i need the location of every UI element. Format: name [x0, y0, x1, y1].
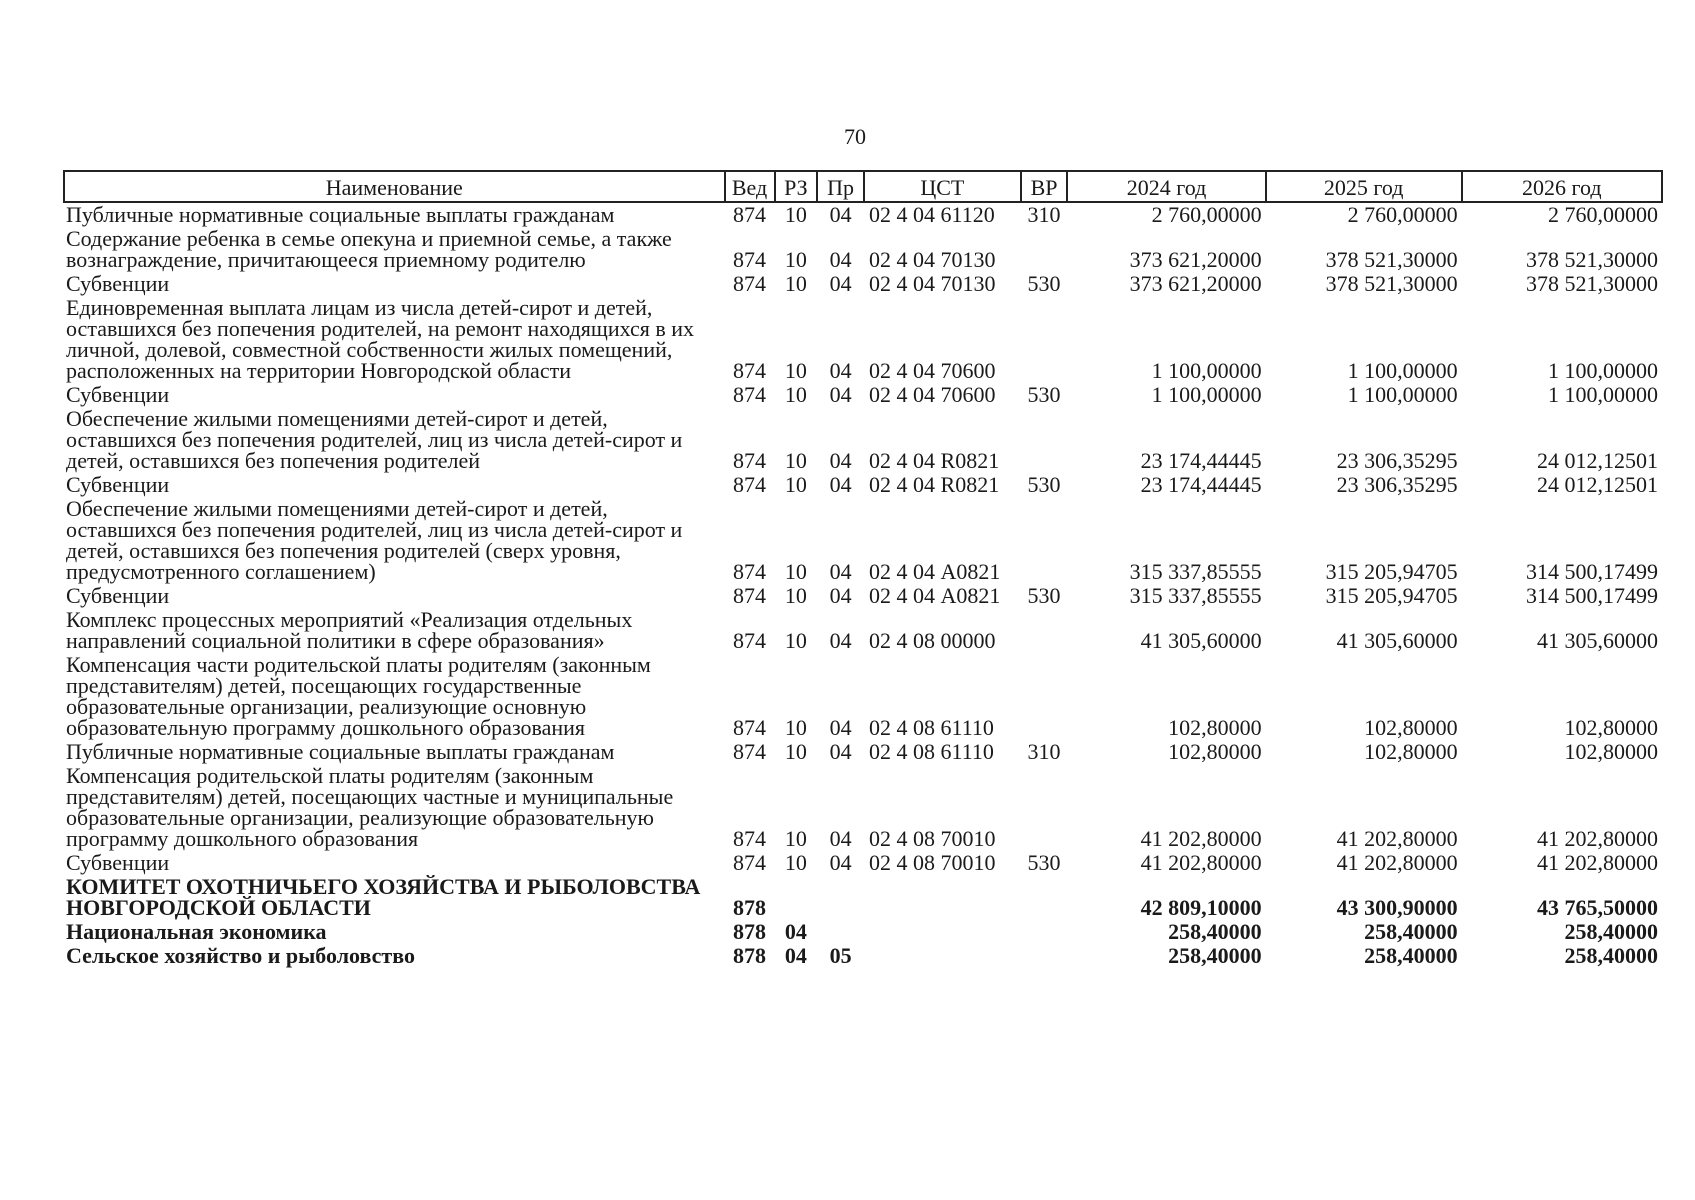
row-rz [775, 875, 818, 920]
row-vr: 530 [1027, 583, 1061, 608]
row-pr: 04 [829, 628, 852, 653]
budget-table [63, 170, 1663, 968]
row-name: Компенсация родительской платы родителям (законным представителям) детей, посещающих частные и муниципальные образовательные организации, реализующие образовательную программу дошкольного образования [66, 763, 674, 851]
row-rz: 10 [784, 559, 807, 584]
row-name: Обеспечение жилыми помещениями детей-сирот и детей, оставшихся без попечения родителей, лиц из числа детей-сирот и детей, оставшихся без попечения родителей (сверх уровня, предусмотренного соглашением) [66, 496, 683, 584]
row-vr: 310 [1027, 739, 1061, 764]
row-cst: 02 4 04 R0821 [869, 472, 1000, 497]
row-amount-2025: 378 521,30000 [1325, 271, 1458, 296]
row-amount-2024: 23 174,44445 [1140, 472, 1262, 497]
row-amount-2025: 41 305,60000 [1336, 628, 1458, 653]
row-amount-2026: 378 521,30000 [1526, 271, 1658, 296]
row-amount-2024: 41 305,60000 [1140, 628, 1262, 653]
table-row [64, 740, 1662, 764]
row-pr: 04 [829, 202, 852, 227]
table-row [64, 473, 1662, 497]
row-ved: 874 [733, 715, 767, 740]
row-pr: 04 [829, 247, 852, 272]
row-rz: 10 [784, 583, 807, 608]
column-header-2026: 2026 год [1462, 171, 1662, 202]
row-vr [1021, 764, 1068, 851]
row-rz: 10 [784, 628, 807, 653]
row-rz: 10 [784, 448, 807, 473]
row-cst: 02 4 04 61120 [869, 202, 995, 227]
row-amount-2026: 258,40000 [1564, 943, 1658, 968]
row-vr: 530 [1027, 850, 1061, 875]
column-header-vr: ВР [1021, 171, 1068, 202]
row-name: Субвенции [66, 583, 170, 608]
row-amount-2025: 1 100,00000 [1347, 358, 1458, 383]
row-ved: 874 [733, 448, 767, 473]
row-cst: 02 4 08 70010 [869, 826, 996, 851]
row-rz: 10 [784, 382, 807, 407]
row-vr [1021, 653, 1068, 740]
row-amount-2025: 41 202,80000 [1336, 826, 1458, 851]
row-amount-2026: 1 100,00000 [1548, 382, 1658, 407]
table-row [64, 851, 1662, 875]
row-rz: 10 [784, 358, 807, 383]
row-cst [864, 944, 1021, 968]
row-pr: 04 [829, 271, 852, 296]
row-amount-2024: 315 337,85555 [1129, 559, 1262, 584]
row-amount-2026: 43 765,50000 [1537, 895, 1658, 920]
row-amount-2025: 23 306,35295 [1336, 448, 1458, 473]
row-ved: 878 [733, 943, 767, 968]
row-amount-2025: 102,80000 [1364, 715, 1458, 740]
row-pr: 04 [829, 382, 852, 407]
table-row [64, 296, 1662, 383]
row-name: Субвенции [66, 850, 170, 875]
row-rz: 10 [784, 472, 807, 497]
row-rz: 04 [784, 919, 807, 944]
row-amount-2026: 102,80000 [1564, 715, 1658, 740]
row-amount-2025: 258,40000 [1364, 943, 1458, 968]
row-vr [1021, 875, 1068, 920]
row-amount-2026: 41 305,60000 [1537, 628, 1658, 653]
row-amount-2025: 315 205,94705 [1325, 583, 1458, 608]
row-amount-2026: 314 500,17499 [1526, 583, 1658, 608]
row-cst [864, 875, 1021, 920]
row-cst: 02 4 04 А0821 [869, 559, 1001, 584]
row-amount-2025: 1 100,00000 [1347, 382, 1458, 407]
row-pr: 04 [829, 826, 852, 851]
row-ved: 874 [733, 826, 767, 851]
row-ved: 874 [733, 559, 767, 584]
row-amount-2024: 1 100,00000 [1151, 382, 1262, 407]
row-ved: 874 [733, 382, 767, 407]
row-pr [817, 920, 864, 944]
row-cst: 02 4 04 А0821 [869, 583, 1001, 608]
row-vr: 530 [1027, 472, 1061, 497]
table-body [64, 202, 1662, 968]
table-row [64, 202, 1662, 227]
row-name: Публичные нормативные социальные выплаты гражданам [66, 739, 615, 764]
table-row [64, 383, 1662, 407]
row-amount-2026: 1 100,00000 [1548, 358, 1658, 383]
row-cst: 02 4 08 61110 [869, 715, 994, 740]
row-amount-2025: 2 760,00000 [1347, 202, 1458, 227]
row-amount-2026: 314 500,17499 [1526, 559, 1658, 584]
row-amount-2024: 373 621,20000 [1129, 271, 1262, 296]
row-amount-2024: 2 760,00000 [1151, 202, 1262, 227]
row-amount-2024: 42 809,10000 [1140, 895, 1262, 920]
row-amount-2026: 41 202,80000 [1537, 850, 1658, 875]
table-row [64, 272, 1662, 296]
table-row [64, 608, 1662, 653]
row-name: Комплекс процессных мероприятий «Реализация отдельных направлений социальной политики в сфере образования» [66, 607, 633, 653]
row-vr [1021, 227, 1068, 272]
row-rz: 10 [784, 826, 807, 851]
row-name: Субвенции [66, 382, 170, 407]
row-cst: 02 4 08 70010 [869, 850, 996, 875]
row-amount-2024: 102,80000 [1168, 739, 1262, 764]
row-vr [1021, 608, 1068, 653]
row-name: Национальная экономика [66, 919, 327, 944]
row-vr: 530 [1027, 271, 1061, 296]
row-amount-2025: 41 202,80000 [1336, 850, 1458, 875]
table-row [64, 584, 1662, 608]
row-ved: 874 [733, 628, 767, 653]
row-amount-2024: 23 174,44445 [1140, 448, 1262, 473]
row-ved: 874 [733, 583, 767, 608]
row-ved: 874 [733, 739, 767, 764]
row-pr: 04 [829, 583, 852, 608]
column-header-2025: 2025 год [1266, 171, 1462, 202]
row-rz: 10 [784, 247, 807, 272]
row-amount-2024: 258,40000 [1168, 943, 1262, 968]
table-row [64, 920, 1662, 944]
column-header-cst: ЦСТ [864, 171, 1021, 202]
row-ved: 878 [733, 895, 767, 920]
row-cst [864, 920, 1021, 944]
row-amount-2024: 315 337,85555 [1129, 583, 1262, 608]
row-cst: 02 4 04 R0821 [869, 448, 1000, 473]
row-amount-2025: 258,40000 [1364, 919, 1458, 944]
page-number: 70 [844, 124, 866, 149]
row-cst: 02 4 04 70130 [869, 247, 996, 272]
row-pr: 04 [829, 739, 852, 764]
row-cst: 02 4 08 00000 [869, 628, 996, 653]
row-name: КОМИТЕТ ОХОТНИЧЬЕГО ХОЗЯЙСТВА И РЫБОЛОВСТВА НОВГОРОДСКОЙ ОБЛАСТИ [66, 874, 701, 920]
row-amount-2026: 378 521,30000 [1526, 247, 1658, 272]
row-amount-2024: 373 621,20000 [1129, 247, 1262, 272]
row-ved: 874 [733, 247, 767, 272]
column-header-ved: Вед [725, 171, 775, 202]
row-amount-2026: 24 012,12501 [1537, 448, 1658, 473]
row-vr: 310 [1027, 202, 1061, 227]
row-pr: 04 [829, 448, 852, 473]
row-rz: 04 [784, 943, 807, 968]
row-ved: 874 [733, 850, 767, 875]
table-row [64, 407, 1662, 473]
row-name: Содержание ребенка в семье опекуна и приемной семье, а также вознаграждение, причитающееся приемному родителю [66, 226, 672, 272]
row-ved: 874 [733, 202, 767, 227]
row-pr: 04 [829, 472, 852, 497]
row-cst: 02 4 08 61110 [869, 739, 994, 764]
row-cst: 02 4 04 70600 [869, 358, 996, 383]
row-pr: 05 [829, 943, 852, 968]
row-amount-2025: 43 300,90000 [1336, 895, 1458, 920]
row-name: Субвенции [66, 472, 170, 497]
row-name: Единовременная выплата лицам из числа детей-сирот и детей, оставшихся без попечения родителей, на ремонт находящихся в их личной, долевой, совместной собственности жилых помещений, расположенных на территории Новгородской области [66, 295, 695, 383]
row-name: Субвенции [66, 271, 170, 296]
row-amount-2025: 315 205,94705 [1325, 559, 1458, 584]
table-row [64, 875, 1662, 920]
row-ved: 874 [733, 472, 767, 497]
row-amount-2026: 41 202,80000 [1537, 826, 1658, 851]
row-vr: 530 [1027, 382, 1061, 407]
row-rz: 10 [784, 739, 807, 764]
row-pr: 04 [829, 850, 852, 875]
row-ved: 878 [733, 919, 767, 944]
row-name: Сельское хозяйство и рыболовство [66, 943, 415, 968]
table-row [64, 653, 1662, 740]
row-rz: 10 [784, 850, 807, 875]
row-ved: 874 [733, 358, 767, 383]
row-pr: 04 [829, 358, 852, 383]
row-vr [1021, 497, 1068, 584]
row-cst: 02 4 04 70600 [869, 382, 996, 407]
row-amount-2026: 102,80000 [1564, 739, 1658, 764]
row-amount-2026: 24 012,12501 [1537, 472, 1658, 497]
table-row [64, 944, 1662, 968]
row-amount-2025: 23 306,35295 [1336, 472, 1458, 497]
row-amount-2024: 1 100,00000 [1151, 358, 1262, 383]
row-name: Публичные нормативные социальные выплаты гражданам [66, 202, 615, 227]
row-ved: 874 [733, 271, 767, 296]
column-header-pr: Пр [817, 171, 864, 202]
row-rz: 10 [784, 271, 807, 296]
row-pr: 04 [829, 559, 852, 584]
table-row [64, 227, 1662, 272]
row-amount-2024: 41 202,80000 [1140, 826, 1262, 851]
table-header-row [64, 171, 1662, 202]
row-amount-2026: 2 760,00000 [1548, 202, 1658, 227]
row-name: Обеспечение жилыми помещениями детей-сирот и детей, оставшихся без попечения родителей, лиц из числа детей-сирот и детей, оставшихся без попечения родителей [66, 406, 683, 473]
column-header-rz: РЗ [775, 171, 818, 202]
row-pr: 04 [829, 715, 852, 740]
row-cst: 02 4 04 70130 [869, 271, 996, 296]
row-name: Компенсация части родительской платы родителям (законным представителям) детей, посещающих государственные образовательные организации, реализующие основную образовательную программу дошкольного образования [66, 652, 651, 740]
column-header-name: Наименование [64, 171, 725, 202]
row-vr [1021, 920, 1068, 944]
row-rz: 10 [784, 715, 807, 740]
row-rz: 10 [784, 202, 807, 227]
row-amount-2025: 378 521,30000 [1325, 247, 1458, 272]
row-vr [1021, 407, 1068, 473]
table-row [64, 764, 1662, 851]
table-row [64, 497, 1662, 584]
row-amount-2024: 258,40000 [1168, 919, 1262, 944]
row-vr [1021, 944, 1068, 968]
row-amount-2024: 41 202,80000 [1140, 850, 1262, 875]
row-amount-2025: 102,80000 [1364, 739, 1458, 764]
column-header-2024: 2024 год [1067, 171, 1265, 202]
row-vr [1021, 296, 1068, 383]
row-amount-2026: 258,40000 [1564, 919, 1658, 944]
row-pr [817, 875, 864, 920]
row-amount-2024: 102,80000 [1168, 715, 1262, 740]
